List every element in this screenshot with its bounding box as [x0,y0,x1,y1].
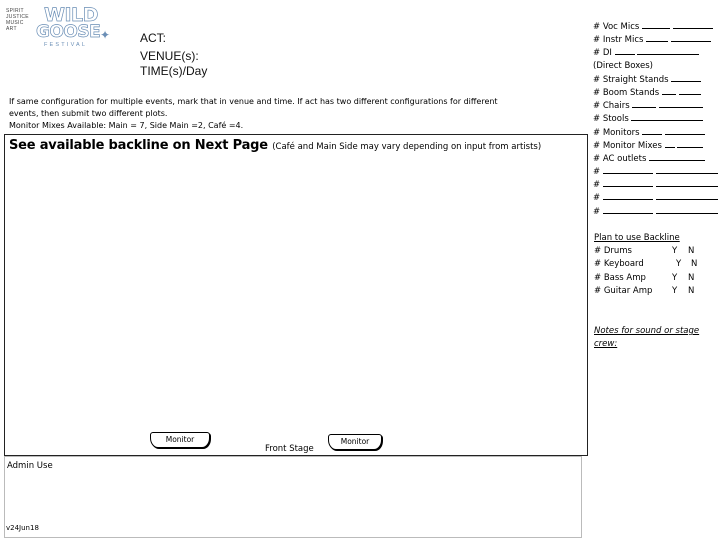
equipment-label: # AC outlets [593,153,647,164]
time-label: TIME(s)/Day [140,64,208,78]
instruction-line: events, then submit two different plots. [9,109,168,118]
fill-line[interactable] [632,99,656,108]
fill-line[interactable] [603,205,653,214]
logo-goose-text: GOOSE [36,22,101,42]
equipment-row [593,99,717,112]
logo-festival-text: FESTIVAL [44,42,88,48]
backline-plan-title: Plan to use Backline [594,233,680,243]
equipment-row [593,139,717,152]
crew-notes[interactable] [594,325,718,351]
fill-line[interactable] [679,86,701,95]
fill-line[interactable] [656,165,718,174]
fill-line[interactable] [665,139,675,148]
fill-line[interactable] [665,126,705,135]
equipment-label: # Monitors [593,127,640,138]
backline-label: # Drums [594,246,632,257]
backline-label: # Bass Amp [594,272,646,283]
backline-row [594,258,718,271]
equipment-row [593,178,717,191]
yes-option[interactable]: Y [676,259,682,270]
notes-title-line: crew: [594,339,618,350]
equipment-row [593,60,717,73]
monitor-wedge-left[interactable]: Monitor [150,432,210,448]
fill-line[interactable] [615,46,635,55]
fill-line[interactable] [671,33,711,42]
fill-line[interactable] [649,152,705,161]
backline-row [594,272,718,285]
logo-tagline-line: JUSTICE [6,14,29,20]
backline-row [594,245,718,258]
equipment-row [593,112,717,125]
logo-tagline [6,8,29,32]
fill-line[interactable] [677,139,703,148]
yes-option[interactable]: Y [672,285,678,296]
equipment-row [593,205,717,218]
equipment-label: # Stools [593,114,629,125]
fill-line[interactable] [642,20,670,29]
equipment-row [593,191,717,204]
notes-title-line: Notes for sound or stage [594,326,700,336]
yes-option[interactable]: Y [672,246,678,257]
equipment-row [593,73,717,86]
fill-line[interactable] [603,178,653,187]
yes-option[interactable]: Y [672,272,678,283]
equipment-label: # DI [593,48,612,59]
backline-row [594,285,718,298]
equipment-list [593,20,717,218]
equipment-label: # [593,206,601,217]
equipment-label: # Instr Mics [593,35,644,46]
instruction-line: Monitor Mixes Available: Main = 7, Side Main =2, Café =4. [9,121,244,130]
equipment-row [593,126,717,139]
equipment-label: # [593,193,601,204]
version-label: v24Jun18 [6,524,39,532]
backline-note: (Café and Main Side may vary depending on input from artists) [272,142,542,152]
fill-line[interactable] [642,126,662,135]
no-option[interactable]: N [688,246,695,257]
equipment-row [593,86,717,99]
equipment-label: # Boom Stands [593,87,660,98]
instruction-line: If same configuration for multiple events, mark that in venue and time. If act has two different configurations for different [9,97,498,106]
equipment-label: # Monitor Mixes [593,140,662,151]
equipment-row [593,20,717,33]
fill-line[interactable] [631,112,703,121]
equipment-row [593,165,717,178]
monitor-wedge-right[interactable]: Monitor [328,434,382,450]
fill-line[interactable] [671,73,701,82]
fill-line[interactable] [656,205,718,214]
backline-heading [9,138,541,153]
fill-line[interactable] [662,86,676,95]
no-option[interactable]: N [691,259,698,270]
equipment-label: (Direct Boxes) [593,60,653,71]
fill-line[interactable] [656,191,718,200]
backline-label: # Guitar Amp [594,285,653,296]
venue-label: VENUE(s): [140,49,199,63]
equipment-label: # [593,180,601,191]
equipment-label: # Chairs [593,101,630,112]
equipment-row [593,33,717,46]
logo-tagline-line: SPIRIT [6,8,24,14]
backline-label: # Keyboard [594,259,644,270]
no-option[interactable]: N [688,272,695,283]
logo-wild-text: WILD [44,4,98,26]
fill-line[interactable] [637,46,699,55]
equipment-row [593,152,717,165]
logo-sparkle-icon: ✦ [100,28,111,42]
equipment-label: # Straight Stands [593,74,669,85]
logo-tagline-line: ART [6,26,17,32]
instructions [9,96,569,132]
fill-line[interactable] [659,99,703,108]
act-label: ACT: [140,31,167,45]
fill-line[interactable] [673,20,713,29]
logo-tagline-line: MUSIC [6,20,24,26]
stage-plot-area[interactable] [4,134,588,456]
no-option[interactable]: N [688,285,695,296]
backline-plan [594,232,718,298]
equipment-label: # [593,167,601,178]
equipment-row [593,46,717,59]
fill-line[interactable] [646,33,668,42]
admin-use-label: Admin Use [7,461,53,471]
front-stage-label: Front Stage [265,444,314,454]
equipment-label: # Voc Mics [593,22,640,32]
fill-line[interactable] [603,191,653,200]
festival-logo [6,4,110,48]
fill-line[interactable] [603,165,653,174]
backline-heading-text: See available backline on Next Page [9,138,268,153]
fill-line[interactable] [656,178,718,187]
admin-use-area [4,456,582,538]
